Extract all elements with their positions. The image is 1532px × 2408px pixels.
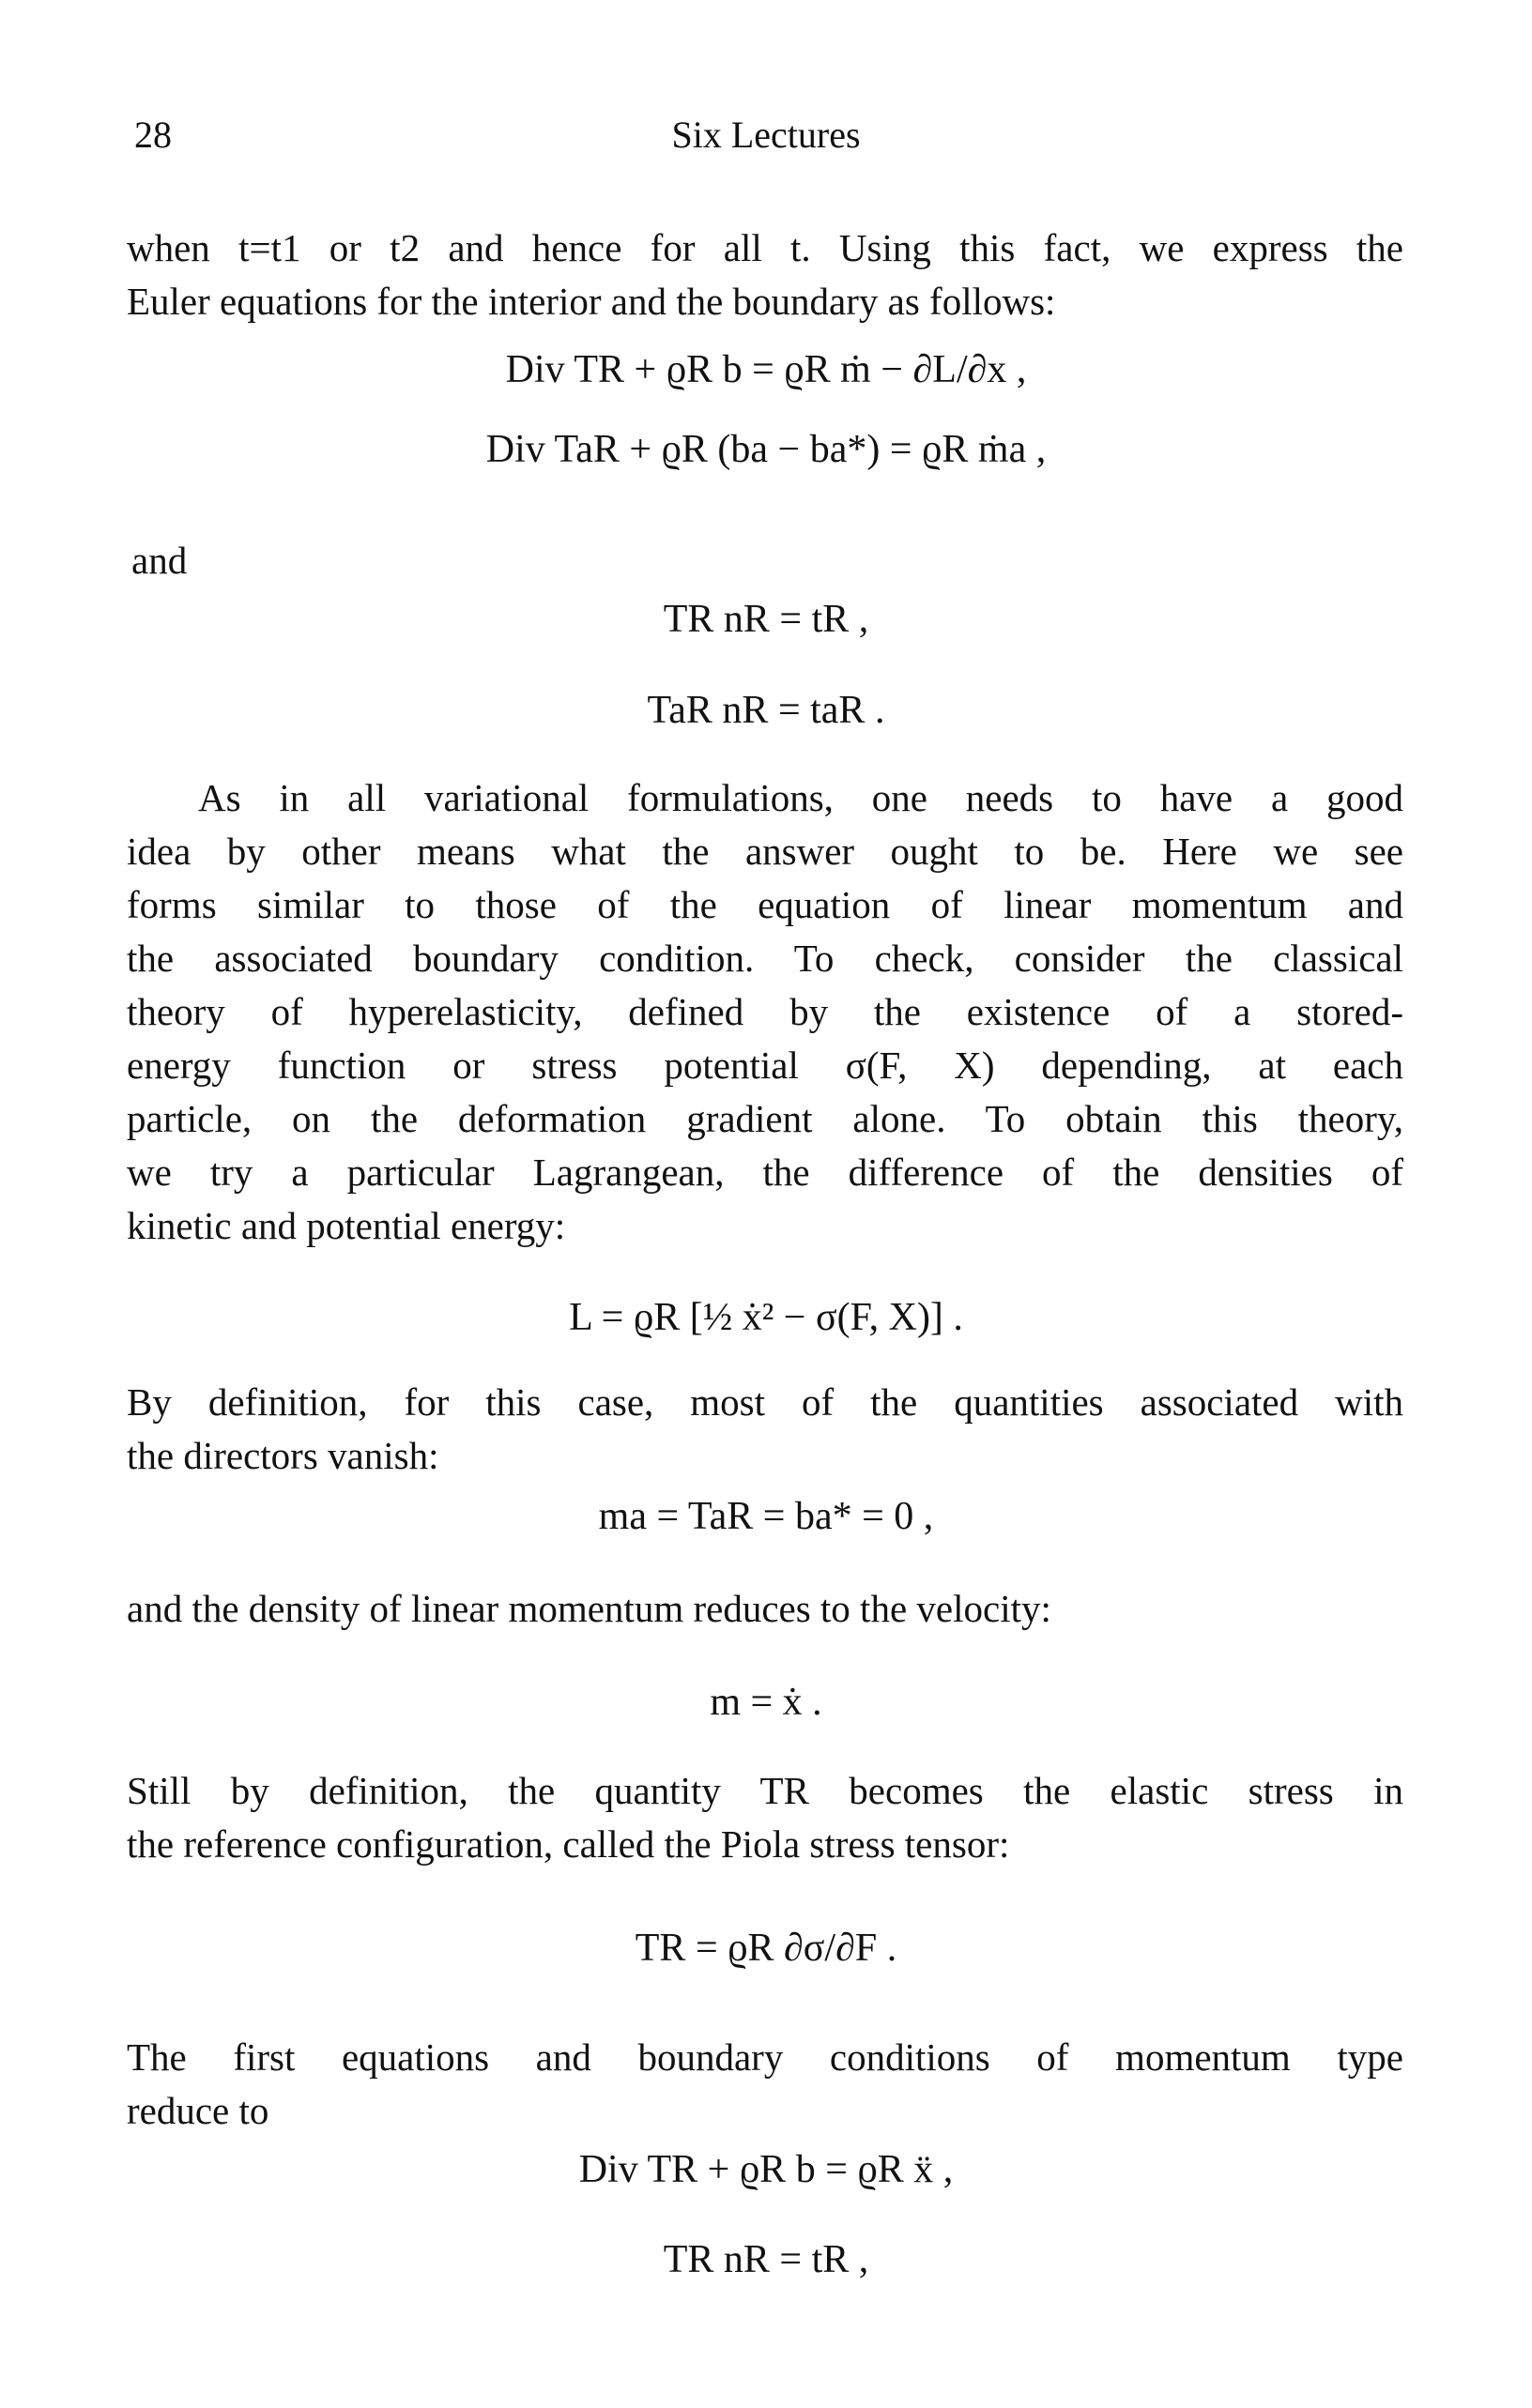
text-line: the reference configuration, called the Piola stress tensor: [127,1822,1010,1866]
equation-text: TR nR = tR , [663,2238,869,2281]
text-line: forms similar to those of the equation of linear momentum and [127,883,1403,926]
text-line: and the density of linear momentum reduces to the velocity: [127,1587,1051,1630]
and-label: and [131,539,188,582]
equation-piola-stress [0,1926,1532,1971]
text-line: kinetic and potential energy: [127,1204,566,1247]
text-line: the directors vanish: [127,1434,439,1477]
equation-boundary-reduced [0,2237,1532,2282]
text-line: we try a particular Lagrangean, the difference of the densities of [127,1151,1403,1194]
text-line: As in all variational formulations, one needs to have a good [198,776,1403,819]
equation-text: TaR nR = taR . [647,689,885,732]
text-line: idea by other means what the answer ought to be. Here we see [127,830,1403,873]
equation-interior-2 [0,427,1532,472]
text-line: energy function or stress potential σ(F, X) depending, at each [127,1044,1403,1087]
equation-momentum-reduced [0,2147,1532,2192]
text-line: when t=t1 or t2 and hence for all t. Using this fact, we express the [127,226,1403,269]
equation-directors-vanish [0,1494,1532,1539]
equation-boundary-1 [0,597,1532,642]
equation-text: L = ϱR [½ ẋ² − σ(F, X)] . [569,1296,963,1339]
paragraph-variational [127,771,1403,1253]
equation-boundary-2 [0,688,1532,733]
text-line: Euler equations for the interior and the boundary as follows: [127,280,1056,323]
paragraph-intro [127,221,1403,328]
equation-text: m = ẋ . [710,1681,822,1724]
text-line: theory of hyperelasticity, defined by the existence of a stored- [127,990,1403,1033]
page-number: 28 [134,114,172,156]
paragraph-reduce [127,2031,1403,2138]
equation-lagrangean [0,1295,1532,1340]
equation-text: TR nR = tR , [663,598,869,641]
equation-text: ma = TaR = ba* = 0 , [598,1495,934,1538]
text-line: the associated boundary condition. To check, consider the classical [127,937,1403,980]
page-header [0,113,1532,169]
paragraph-velocity [127,1582,1403,1636]
equation-text: Div TR + ϱR b = ϱR ṁ − ∂L/∂x , [505,348,1027,391]
equation-text: Div TR + ϱR b = ϱR ẍ , [578,2148,954,2191]
equation-interior-1 [0,347,1532,392]
equation-velocity [0,1680,1532,1725]
text-line: Still by definition, the quantity TR becomes the elastic stress in [127,1769,1403,1812]
running-title: Six Lectures [671,114,861,156]
equation-text: Div TaR + ϱR (ba − ba*) = ϱR ṁa , [485,428,1047,471]
text-line: By definition, for this case, most of the quantities associated with [127,1380,1403,1424]
paragraph-piola [127,1764,1403,1871]
paragraph-definition [127,1376,1403,1483]
text-line: The first equations and boundary conditions of momentum type [127,2035,1403,2079]
equation-text: TR = ϱR ∂σ/∂F . [635,1927,897,1970]
text-line: reduce to [127,2089,269,2132]
text-line: particle, on the deformation gradient alone. To obtain this theory, [127,1097,1403,1140]
